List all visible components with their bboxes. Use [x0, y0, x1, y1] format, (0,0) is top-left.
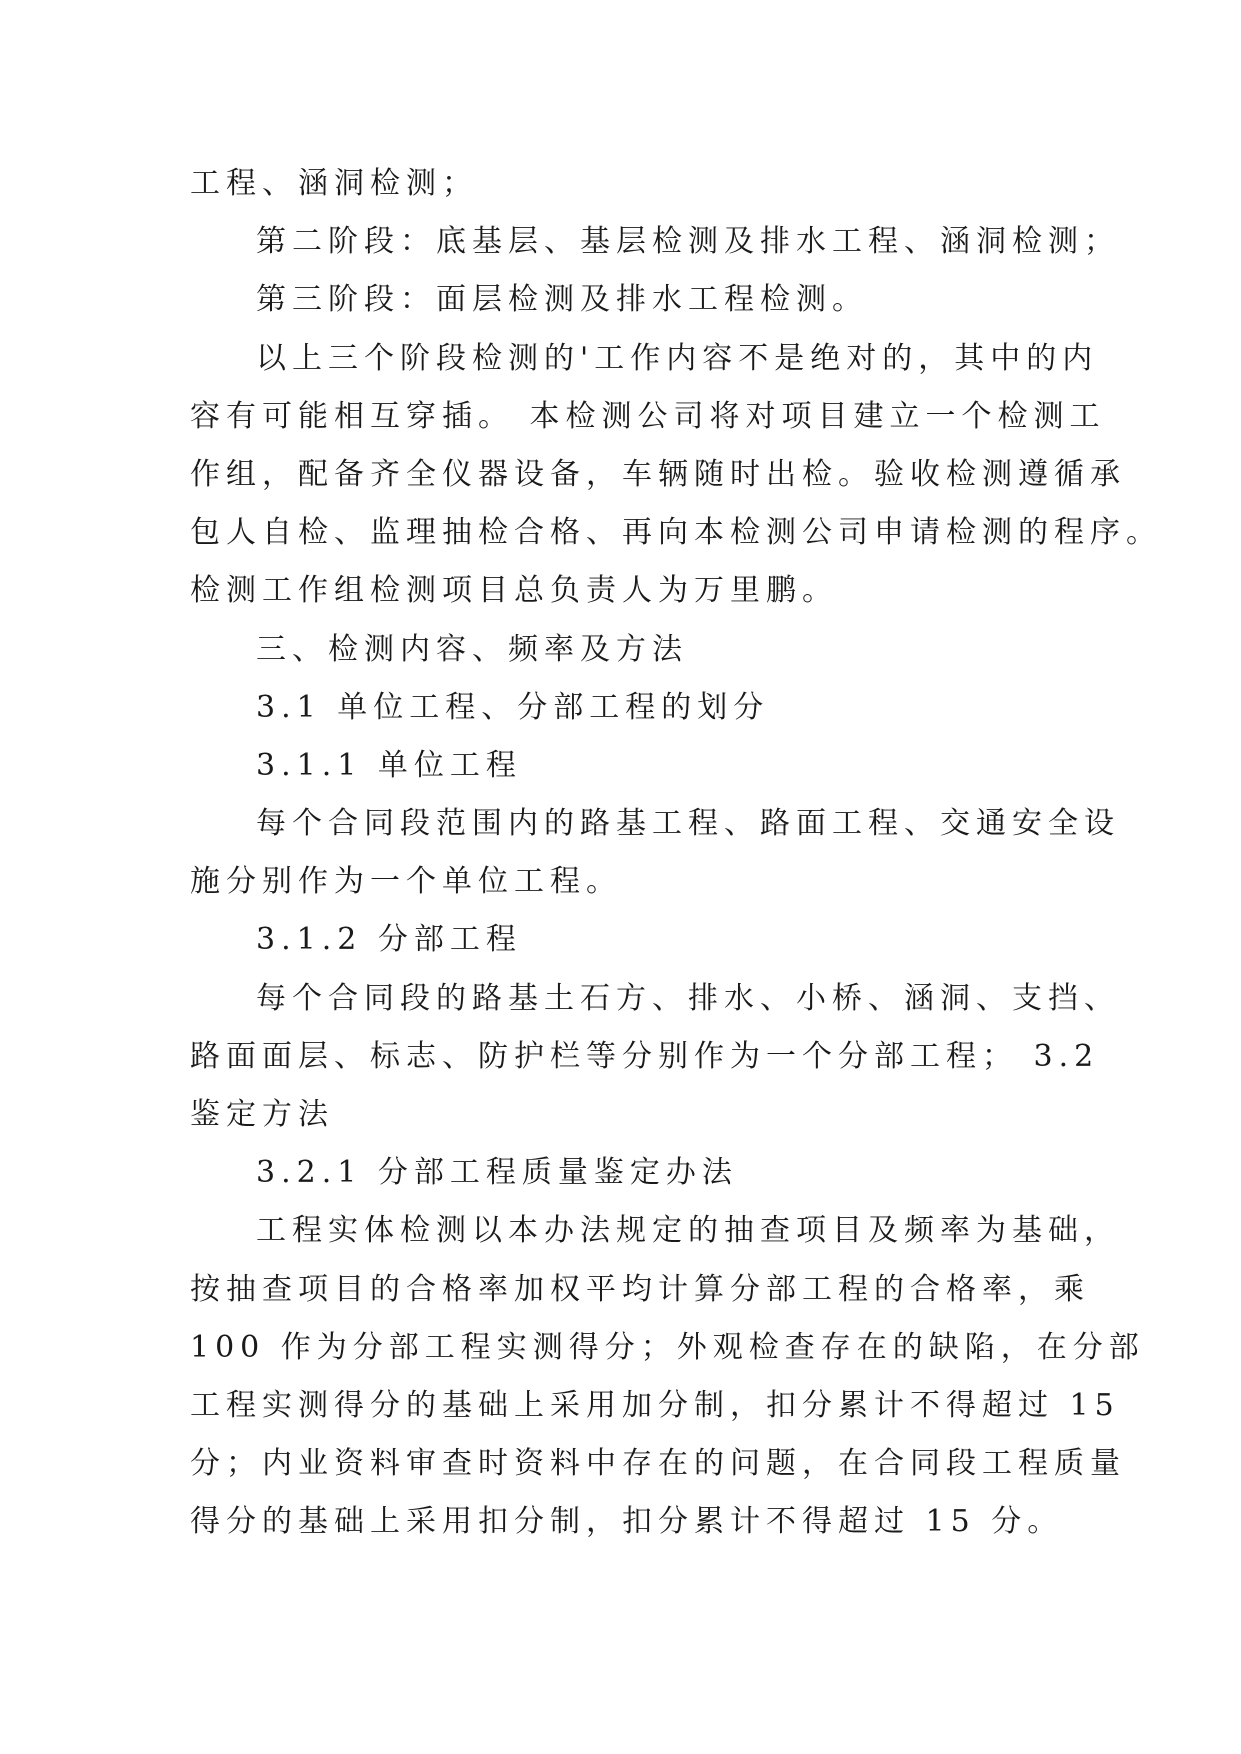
text-line: 路面面层、标志、防护栏等分别作为一个分部工程； 3.2 — [190, 1038, 1100, 1074]
text-line: 工程实体检测以本办法规定的抽查项目及频率为基础， — [256, 1213, 1120, 1249]
text-line: 第三阶段：面层检测及排水工程检测。 — [256, 282, 868, 318]
text-line: 包人自检、监理抽检合格、再向本检测公司申请检测的程序。 — [190, 515, 1162, 551]
subsection-heading: 3.1.2 分部工程 — [256, 922, 522, 958]
subsection-heading: 3.1 单位工程、分部工程的划分 — [256, 689, 770, 725]
text-line: 每个合同段的路基土石方、排水、小桥、涵洞、支挡、 — [256, 980, 1120, 1016]
text-line: 分；内业资料审查时资料中存在的问题，在合同段工程质量 — [190, 1446, 1126, 1482]
text-line: 按抽查项目的合格率加权平均计算分部工程的合格率，乘 — [190, 1271, 1090, 1307]
text-line: 得分的基础上采用扣分制，扣分累计不得超过 15 分。 — [190, 1504, 1064, 1540]
text-line: 以上三个阶段检测的'工作内容不是绝对的，其中的内 — [256, 340, 1099, 376]
text-line: 作组，配备齐全仪器设备，车辆随时出检。验收检测遵循承 — [190, 456, 1126, 492]
text-line: 施分别作为一个单位工程。 — [190, 864, 622, 900]
text-line: 鉴定方法 — [190, 1097, 334, 1132]
text-line: 每个合同段范围内的路基工程、路面工程、交通安全设 — [256, 806, 1120, 842]
text-line: 工程实测得分的基础上采用加分制，扣分累计不得超过 15 — [190, 1387, 1120, 1423]
text-line: 第二阶段：底基层、基层检测及排水工程、涵洞检测； — [256, 224, 1120, 260]
section-heading: 三、检测内容、频率及方法 — [256, 631, 688, 667]
text-line: 检测工作组检测项目总负责人为万里鹏。 — [190, 573, 838, 609]
subsection-heading: 3.2.1 分部工程质量鉴定办法 — [256, 1155, 738, 1191]
text-line: 100 作为分部工程实测得分；外观检查存在的缺陷，在分部 — [190, 1329, 1145, 1365]
document-body — [190, 155, 1162, 1552]
subsection-heading: 3.1.1 单位工程 — [256, 747, 522, 783]
text-line: 工程、涵洞检测； — [190, 166, 478, 201]
text-line: 容有可能相互穿插。 本检测公司将对项目建立一个检测工 — [190, 398, 1106, 434]
